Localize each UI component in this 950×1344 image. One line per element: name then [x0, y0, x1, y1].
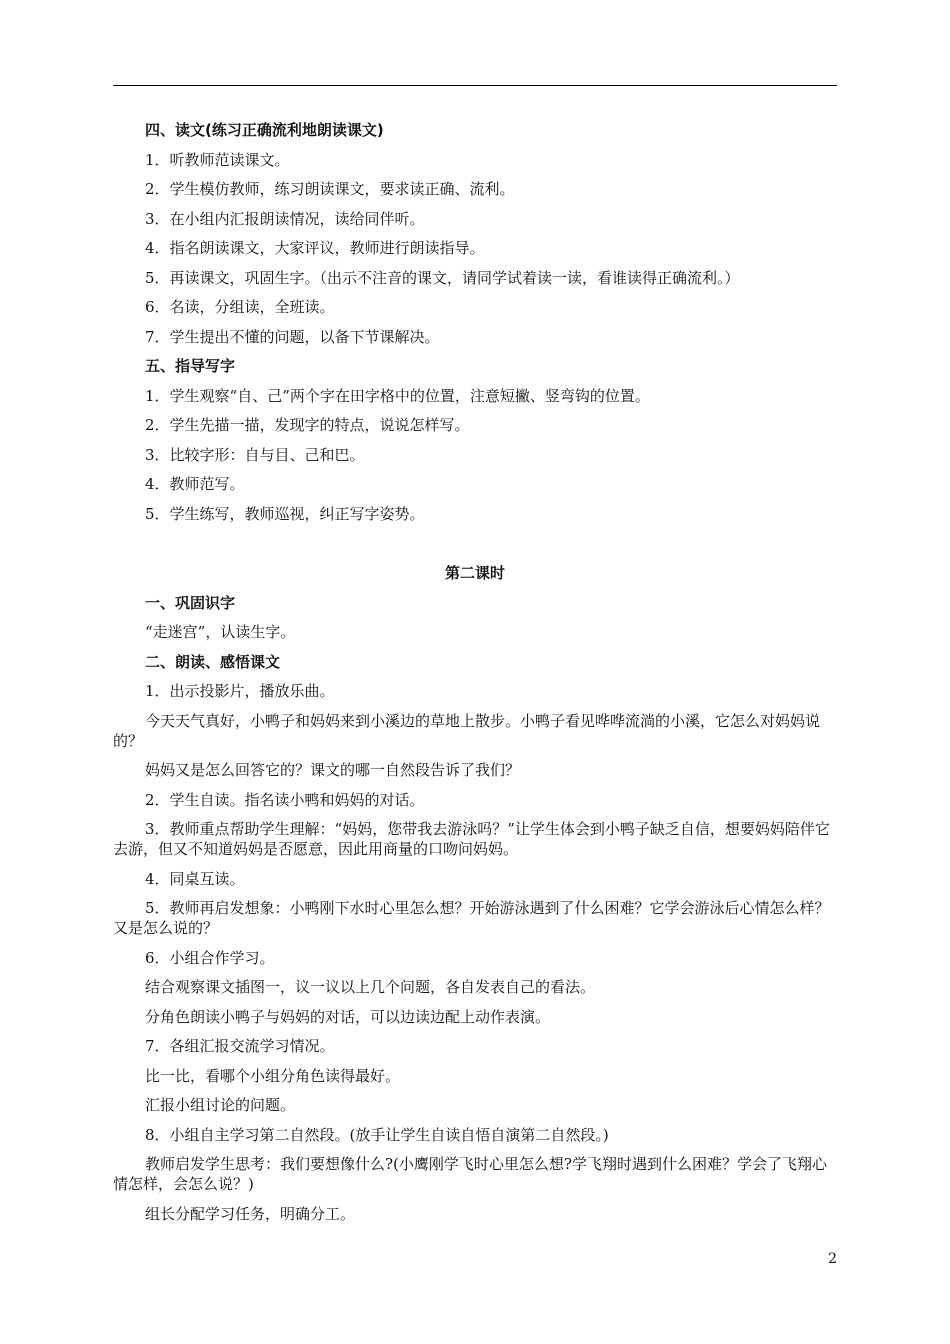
list-item: 5．再读课文，巩固生字。（出示不注音的课文，请同学试着读一读，看谁读得正确流利。） [145, 268, 740, 287]
paragraph: 结合观察课文插图一，议一议以上几个问题，各自发表自己的看法。 [145, 978, 596, 996]
section-heading-consolidate: 一、巩固识字 [145, 593, 236, 612]
list-item: 3．在小组内汇报朗读情况，读给同伴听。 [145, 209, 425, 228]
paragraph: 分角色朗读小鸭子与妈妈的对话，可以边读边配上动作表演。 [145, 1007, 551, 1026]
paragraph: 今天天气真好，小鸭子和妈妈来到小溪边的草地上散步。小鸭子看见哗哗流淌的小溪，它怎么对妈妈说的？ [113, 711, 821, 750]
list-item: 7．学生提出不懂的问题，以备下节课解决。 [145, 327, 440, 346]
list-item: 1．出示投影片，播放乐曲。 [145, 682, 335, 700]
paragraph: 组长分配学习任务，明确分工。 [145, 1204, 356, 1223]
list-item: 3．教师重点帮助学生理解：“妈妈，您带我去游泳吗？”让学生体会到小鸭子缺乏自信，想要妈妈陪伴它去游，但又不知道妈妈是否愿意，因此用商量的口吻问妈妈。 [113, 820, 830, 858]
list-item: 2．学生先描一描，发现字的特点，说说怎样写。 [145, 416, 470, 434]
spacer [113, 533, 837, 563]
list-item: “走迷宫”，认读生字。 [145, 623, 296, 641]
list-item: 5．教师再启发想象：小鸭刚下水时心里怎么想？开始游泳遇到了什么困难？它学会游泳后心情怎么样？又是怎么说的？ [113, 899, 830, 937]
list-item: 5．学生练写，教师巡视，纠正写字姿势。 [145, 504, 425, 523]
section-heading-writing: 五、指导写字 [145, 357, 236, 375]
header-rule [113, 85, 837, 86]
list-item: 4．教师范写。 [145, 475, 245, 493]
list-item: 2．学生自读。指名读小鸭和妈妈的对话。 [145, 790, 425, 809]
list-item: 1．学生观察“自、己”两个字在田字格中的位置，注意短撇、竖弯钩的位置。 [145, 386, 650, 405]
list-item: 6．小组合作学习。 [145, 948, 275, 967]
page-number: 2 [828, 1251, 837, 1267]
document-body [113, 120, 837, 1233]
lesson-title: 第二课时 [444, 564, 505, 582]
section-heading-reading: 二、朗读、感悟课文 [145, 652, 281, 671]
list-item: 4．同桌互读。 [145, 869, 245, 888]
list-item: 4．指名朗读课文，大家评议，教师进行朗读指导。 [145, 239, 485, 257]
list-item: 8．小组自主学习第二自然段。(放手让学生自读自悟自演第二自然段。) [145, 1125, 609, 1144]
paragraph: 教师启发学生思考：我们要想像什么?(小鹰刚学飞时心里怎么想?学飞翔时遇到什么困难？学会了飞翔心情怎样，会怎么说？) [113, 1155, 827, 1193]
list-item: 7．各组汇报交流学习情况。 [145, 1037, 335, 1055]
list-item: 2．学生模仿教师，练习朗读课文，要求读正确、流利。 [145, 180, 515, 198]
list-item: 6．名读，分组读，全班读。 [145, 298, 335, 316]
paragraph: 妈妈又是怎么回答它的？课文的哪一自然段告诉了我们？ [145, 761, 521, 779]
paragraph: 比一比，看哪个小组分角色读得最好。 [145, 1066, 401, 1085]
paragraph: 汇报小组讨论的问题。 [145, 1096, 296, 1114]
list-item: 3．比较字形：自与目、己和巴。 [145, 445, 365, 464]
list-item: 1．听教师范读课文。 [145, 150, 290, 169]
section-heading-read-text: 四、读文(练习正确流利地朗读课文) [145, 121, 384, 139]
